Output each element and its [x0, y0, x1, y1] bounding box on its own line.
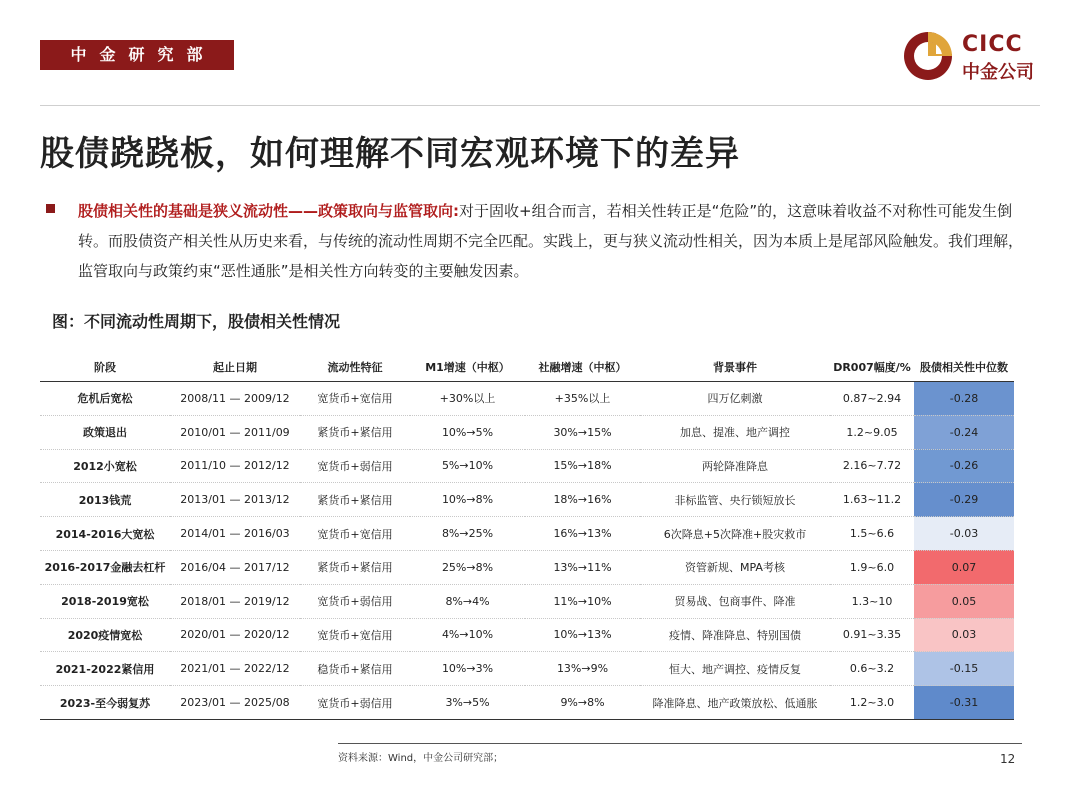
column-header: 流动性特征: [300, 353, 410, 382]
correlation-cell: 0.07: [914, 550, 1014, 584]
event-cell: 资管新规、MPA考核: [640, 550, 830, 584]
period-cell: 2016/04 — 2017/12: [170, 550, 300, 584]
event-cell: 降准降息、地产政策放松、低通胀: [640, 686, 830, 720]
period-cell: 2010/01 — 2011/09: [170, 415, 300, 449]
stage-cell: 2014-2016大宽松: [40, 517, 170, 551]
tsf-cell: 16%→13%: [525, 517, 640, 551]
m1-cell: 10%→8%: [410, 483, 525, 517]
dr007-cell: 0.91~3.35: [830, 618, 914, 652]
dr007-cell: 0.87~2.94: [830, 382, 914, 416]
stage-cell: 2018-2019宽松: [40, 584, 170, 618]
liquidity-cell: 宽货币+弱信用: [300, 449, 410, 483]
tsf-cell: 10%→13%: [525, 618, 640, 652]
correlation-cell: -0.29: [914, 483, 1014, 517]
period-cell: 2008/11 — 2009/12: [170, 382, 300, 416]
liquidity-cell: 紧货币+紧信用: [300, 415, 410, 449]
correlation-cell: -0.26: [914, 449, 1014, 483]
correlation-table: [40, 353, 1014, 720]
period-cell: 2021/01 — 2022/12: [170, 652, 300, 686]
stage-cell: 2016-2017金融去杠杆: [40, 550, 170, 584]
liquidity-cell: 宽货币+宽信用: [300, 618, 410, 652]
liquidity-cell: 宽货币+弱信用: [300, 686, 410, 720]
stage-cell: 2020疫情宽松: [40, 618, 170, 652]
m1-cell: 3%→5%: [410, 686, 525, 720]
event-cell: 加息、提准、地产调控: [640, 415, 830, 449]
liquidity-cell: 宽货币+宽信用: [300, 517, 410, 551]
table-row: [40, 584, 1014, 618]
period-cell: 2018/01 — 2019/12: [170, 584, 300, 618]
tsf-cell: +35%以上: [525, 382, 640, 416]
department-badge: 中金研究部: [40, 40, 234, 70]
correlation-cell: -0.15: [914, 652, 1014, 686]
table-header-row: [40, 353, 1014, 382]
tsf-cell: 15%→18%: [525, 449, 640, 483]
bullet-highlight: 股债相关性的基础是狭义流动性——政策取向与监管取向:: [78, 202, 460, 220]
tsf-cell: 13%→11%: [525, 550, 640, 584]
logo-text-en: CICC: [962, 32, 1023, 57]
dr007-cell: 1.2~3.0: [830, 686, 914, 720]
table-row: [40, 483, 1014, 517]
stage-cell: 2013钱荒: [40, 483, 170, 517]
m1-cell: 4%→10%: [410, 618, 525, 652]
table-row: [40, 517, 1014, 551]
event-cell: 两轮降准降息: [640, 449, 830, 483]
liquidity-cell: 紧货币+紧信用: [300, 483, 410, 517]
stage-cell: 2012小宽松: [40, 449, 170, 483]
column-header: M1增速（中枢）: [410, 353, 525, 382]
column-header: 阶段: [40, 353, 170, 382]
period-cell: 2020/01 — 2020/12: [170, 618, 300, 652]
period-cell: 2023/01 — 2025/08: [170, 686, 300, 720]
m1-cell: 5%→10%: [410, 449, 525, 483]
event-cell: 6次降息+5次降准+股灾救市: [640, 517, 830, 551]
source-note: 资料来源：Wind，中金公司研究部；: [338, 743, 1022, 764]
m1-cell: 8%→25%: [410, 517, 525, 551]
correlation-cell: 0.05: [914, 584, 1014, 618]
correlation-cell: -0.03: [914, 517, 1014, 551]
m1-cell: 10%→5%: [410, 415, 525, 449]
table-row: [40, 652, 1014, 686]
liquidity-cell: 宽货币+弱信用: [300, 584, 410, 618]
event-cell: 四万亿刺激: [640, 382, 830, 416]
figure-title: 图：不同流动性周期下，股债相关性情况: [52, 312, 341, 331]
page-number: 12: [1000, 752, 1016, 766]
liquidity-cell: 紧货币+紧信用: [300, 550, 410, 584]
bullet-square-icon: [46, 204, 55, 213]
logo-text-cn: 中金公司: [962, 62, 1034, 83]
cicc-logo-icon: [902, 30, 954, 82]
table-row: [40, 618, 1014, 652]
column-header: DR007幅度/%: [830, 353, 914, 382]
bullet-body: 对于固收+组合而言，若相关性转正是“危险”的，这意味着收益不对称性可能发生倒转。而股债资产相关性从历史来看，与传统的流动性周期不完全匹配。实践上，更与狭义流动性相关，因为本质上是尾部风险触发。我们理解，监管取向与政策约束“恶性通胀”是相关性方向转变的主要触发因素。: [78, 202, 1024, 280]
correlation-cell: 0.03: [914, 618, 1014, 652]
stage-cell: 2023-至今弱复苏: [40, 686, 170, 720]
m1-cell: 8%→4%: [410, 584, 525, 618]
liquidity-cell: 宽货币+宽信用: [300, 382, 410, 416]
table-row: [40, 382, 1014, 416]
period-cell: 2011/10 — 2012/12: [170, 449, 300, 483]
tsf-cell: 11%→10%: [525, 584, 640, 618]
dr007-cell: 1.2~9.05: [830, 415, 914, 449]
event-cell: 非标监管、央行锁短放长: [640, 483, 830, 517]
event-cell: 恒大、地产调控、疫情反复: [640, 652, 830, 686]
dr007-cell: 1.5~6.6: [830, 517, 914, 551]
m1-cell: 25%→8%: [410, 550, 525, 584]
dr007-cell: 2.16~7.72: [830, 449, 914, 483]
table-row: [40, 415, 1014, 449]
correlation-cell: -0.24: [914, 415, 1014, 449]
m1-cell: 10%→3%: [410, 652, 525, 686]
cicc-logo: [902, 30, 1047, 86]
table-row: [40, 550, 1014, 584]
column-header: 股债相关性中位数: [914, 353, 1014, 382]
column-header: 背景事件: [640, 353, 830, 382]
column-header: 社融增速（中枢）: [525, 353, 640, 382]
m1-cell: +30%以上: [410, 382, 525, 416]
stage-cell: 政策退出: [40, 415, 170, 449]
correlation-cell: -0.31: [914, 686, 1014, 720]
period-cell: 2014/01 — 2016/03: [170, 517, 300, 551]
stage-cell: 2021-2022紧信用: [40, 652, 170, 686]
dr007-cell: 1.9~6.0: [830, 550, 914, 584]
event-cell: 贸易战、包商事件、降准: [640, 584, 830, 618]
liquidity-cell: 稳货币+紧信用: [300, 652, 410, 686]
stage-cell: 危机后宽松: [40, 382, 170, 416]
dr007-cell: 0.6~3.2: [830, 652, 914, 686]
column-header: 起止日期: [170, 353, 300, 382]
correlation-cell: -0.28: [914, 382, 1014, 416]
bullet-paragraph: [78, 196, 1028, 286]
table-row: [40, 449, 1014, 483]
header-divider: [40, 105, 1040, 106]
event-cell: 疫情、降准降息、特别国债: [640, 618, 830, 652]
dr007-cell: 1.3~10: [830, 584, 914, 618]
period-cell: 2013/01 — 2013/12: [170, 483, 300, 517]
tsf-cell: 18%→16%: [525, 483, 640, 517]
tsf-cell: 13%→9%: [525, 652, 640, 686]
dr007-cell: 1.63~11.2: [830, 483, 914, 517]
table-row: [40, 686, 1014, 720]
page-title: 股债跷跷板，如何理解不同宏观环境下的差异: [40, 134, 740, 174]
tsf-cell: 30%→15%: [525, 415, 640, 449]
tsf-cell: 9%→8%: [525, 686, 640, 720]
